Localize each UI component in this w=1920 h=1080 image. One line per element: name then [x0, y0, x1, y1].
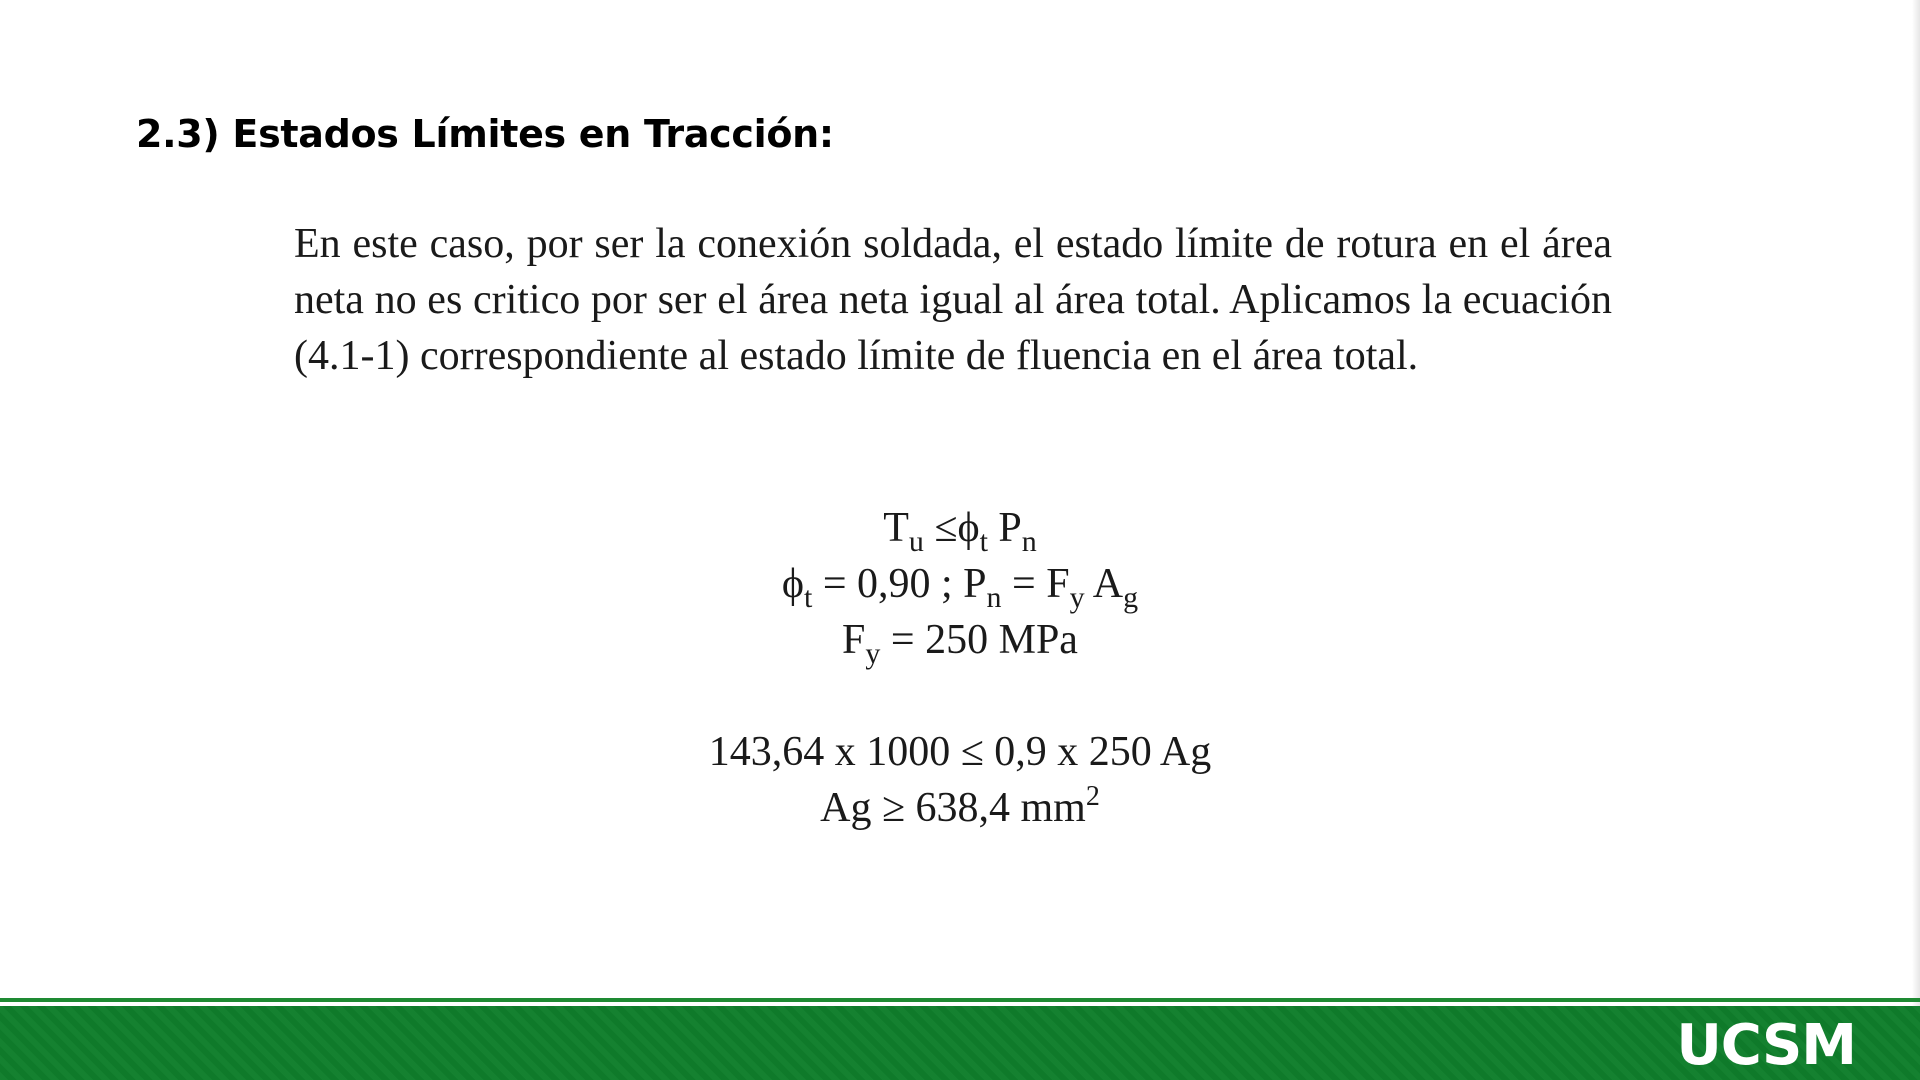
eq-term: Ag ≥ 638,4 mm — [820, 785, 1086, 831]
footer-bar — [0, 1006, 1920, 1080]
eq-term: F — [842, 617, 866, 663]
footer-divider — [0, 998, 1920, 1002]
eq-term: T — [883, 505, 909, 551]
eq-term: ϕ — [957, 505, 980, 551]
equation-block-solution — [460, 724, 1460, 836]
equation-result — [460, 780, 1460, 836]
equation-substitution: 143,64 x 1000 ≤ 0,9 x 250 Ag — [708, 729, 1212, 775]
slide-title: 2.3) Estados Límites en Tracción: — [136, 112, 834, 156]
equation-yield-stress — [460, 612, 1460, 668]
eq-term: = F — [1001, 561, 1070, 607]
eq-term: P — [987, 505, 1022, 551]
eq-subscript: y — [865, 637, 881, 670]
eq-subscript: u — [908, 525, 924, 558]
equation-factors — [460, 556, 1460, 612]
eq-term: A — [1084, 561, 1124, 607]
ucsm-logo: UCSM — [1676, 1013, 1856, 1078]
eq-term: ϕ — [781, 561, 804, 607]
eq-subscript: n — [986, 581, 1002, 614]
eq-subscript: n — [1021, 525, 1037, 558]
eq-operator: ≤ — [923, 505, 958, 551]
slide-edge-shadow — [1912, 0, 1920, 1006]
eq-term: = 250 MPa — [880, 617, 1078, 663]
eq-subscript: t — [803, 581, 813, 614]
body-paragraph: En este caso, por ser la conexión soldada, el estado límite de rotura en el área neta no es critico por ser el área neta igual al área total. Aplicamos la ecuación (4.1-1) correspondiente al estado límite de fluencia en el área total. — [294, 221, 1612, 379]
equation-design-condition — [460, 500, 1460, 556]
eq-subscript: y — [1069, 581, 1085, 614]
eq-subscript: t — [979, 525, 988, 558]
eq-superscript: 2 — [1085, 781, 1100, 812]
eq-term: = 0,90 ; P — [812, 561, 987, 607]
eq-subscript: g — [1123, 581, 1139, 614]
equation-block-definitions — [460, 500, 1460, 668]
